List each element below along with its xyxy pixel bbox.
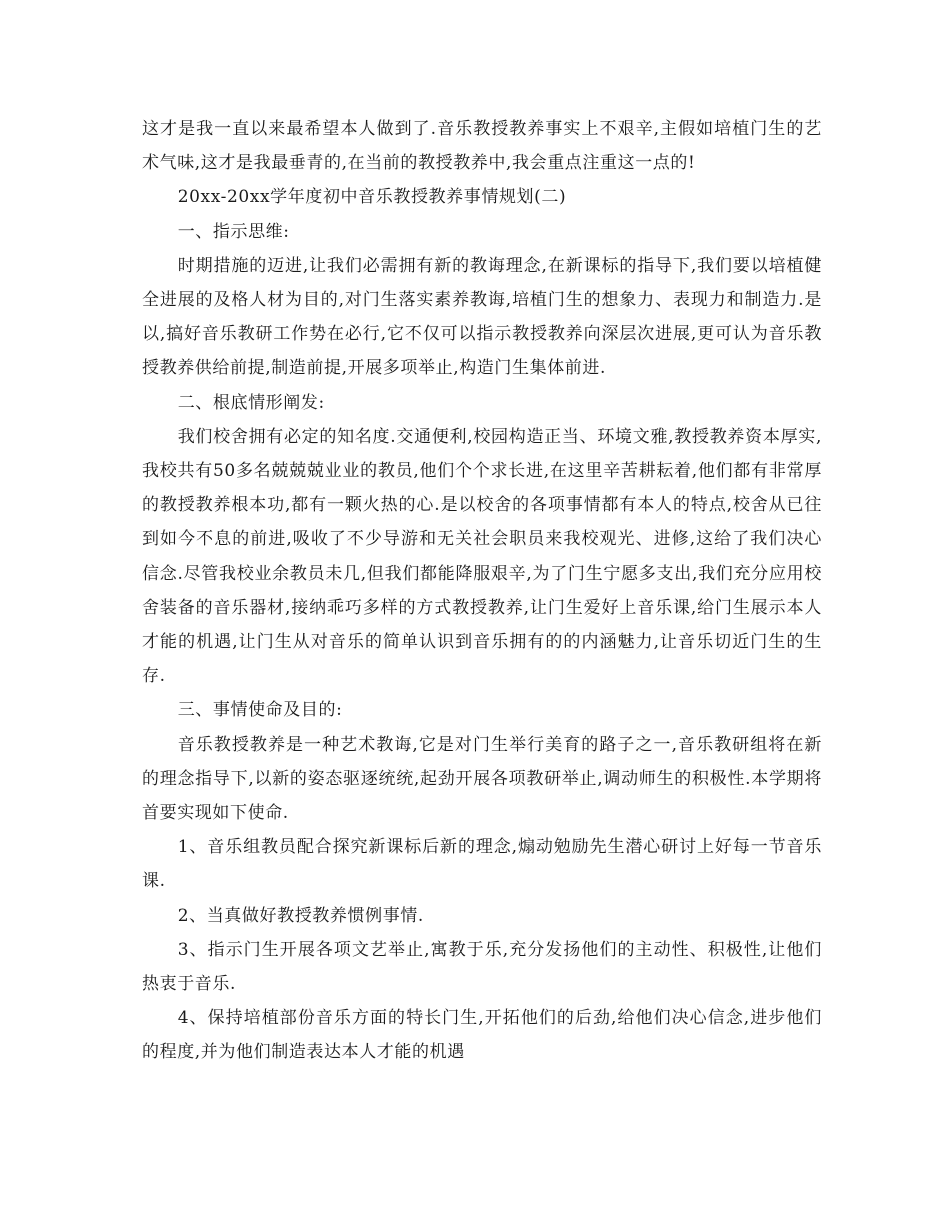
section-heading-tasks-goals: 三、事情使命及目的:: [177, 700, 343, 721]
section-heading-guiding-thought: 一、指示思维:: [177, 221, 290, 242]
paragraph-continuation: 这才是我一直以来最希望本人做到了.音乐教授教养事实上不艰辛,主假如培植门生的艺术气味,这才是我最垂青的,在当前的教授教养中,我会重点注重这一点的!: [142, 119, 822, 174]
document-body: [142, 112, 822, 1070]
section-heading-basic-situation: 二、根底情形阐发:: [177, 392, 325, 413]
list-item-task-4: 4、保持培植部份音乐方面的特长门生,开拓他们的后劲,给他们决心信念,进步他们的程度,并为他们制造表达本人才能的机遇: [142, 1008, 822, 1063]
paragraph-basic-situation: 我们校舍拥有必定的知名度.交通便利,校园构造正当、环境文雅,教授教养资本厚实,我校共有50多名兢兢兢业业的教员,他们个个求长进,在这里辛苦耕耘着,他们都有非常厚的教授教养根本功,都有一颗火热的心.是以校舍的各项事情都有本人的特点,校舍从已往到如今不息的前进,吸收了不少导游和无关社会职员来我校观光、进修,这给了我们决心信念.尽管我校业余教员未几,但我们都能降服艰辛,为了门生宁愿多支出,我们充分应用校舍装备的音乐器材,接纳乖巧多样的方式教授教养,让门生爱好上音乐课,给门生展示本人才能的机遇,让门生从对音乐的简单认识到音乐拥有的的内涵魅力,让音乐切近门生的生存.: [142, 426, 822, 687]
list-item-task-2: 2、当真做好教授教养惯例事情.: [177, 905, 424, 926]
list-item-task-3: 3、指示门生开展各项文艺举止,寓教于乐,充分发扬他们的主动性、积极性,让他们热衷于音乐.: [142, 939, 822, 995]
paragraph-guiding-thought: 时期措施的迈进,让我们必需拥有新的教诲理念,在新课标的指导下,我们要以培植健全进展的及格人材为目的,对门生落实素养教诲,培植门生的想象力、表现力和制造力.是以,搞好音乐教研工作势在必行,它不仅可以指示教授教养向深层次进展,更可认为音乐教授教养供给前提,制造前提,开展多项举止,构造门生集体前进.: [142, 255, 822, 379]
document-subtitle: 20xx-20xx学年度初中音乐教授教养事情规划(二): [177, 187, 567, 208]
paragraph-tasks-goals: 音乐教授教养是一种艺术教诲,它是对门生举行美育的路子之一,音乐教研组将在新的理念指导下,以新的姿态驱逐统统,起劲开展各项教研举止,调动师生的积极性.本学期将首要实现如下使命.: [142, 734, 822, 824]
list-item-task-1: 1、音乐组教员配合探究新课标后新的理念,煽动勉励先生潜心研讨上好每一节音乐课.: [142, 837, 822, 892]
